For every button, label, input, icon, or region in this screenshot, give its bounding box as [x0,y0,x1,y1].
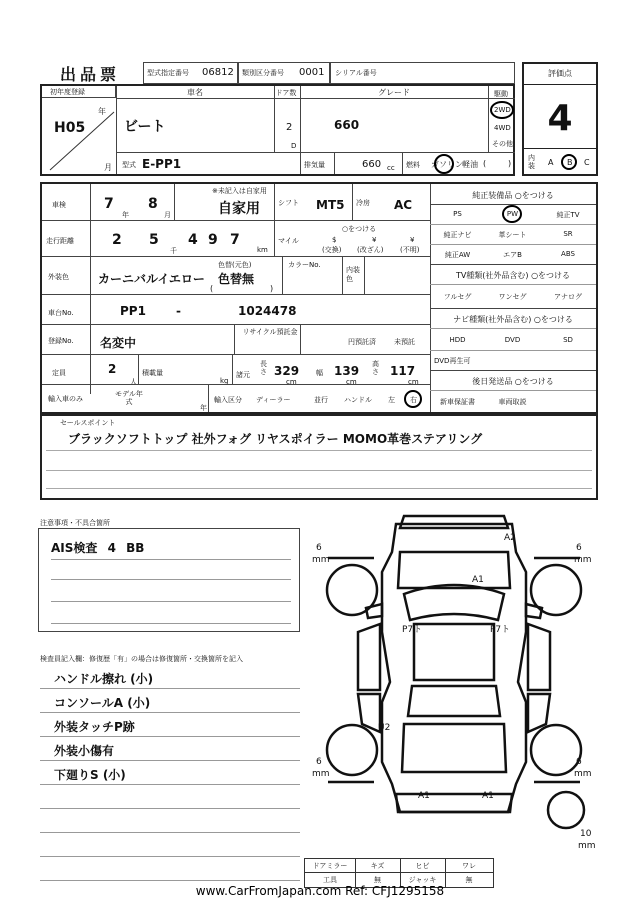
genuine-item-tv: 純正TV [556,211,580,219]
doors-value: 2 [286,122,293,133]
mileage-opt-2: (交換) [322,246,342,254]
model-code-label: 型式指定番号 [147,69,189,77]
car-damage-diagram [304,512,604,852]
grade-name-label: グレード [378,88,410,97]
interior-b: B [567,158,573,167]
first-reg-label: 初年度登録 [50,88,85,96]
svg-text:mm: mm [578,841,596,851]
thousand-unit: 千 [170,247,177,255]
cc-unit: cc [387,164,395,172]
mark-a1-rear-left: A1 [418,791,430,801]
reg-no-label: 登録No. [48,337,74,345]
inspector-item-5: 下廻りS (小) [54,768,126,782]
height-unit: cm [408,378,419,386]
mileage-opt-5: ¥ [410,236,415,244]
car-name: ビート [124,119,166,135]
legend-val-2: 無 [374,876,381,884]
model-value: E-PP1 [142,157,182,171]
legend-head-3: ヒビ [415,862,430,870]
notes-title: 注意事項・不具合箇所 [40,519,110,527]
color-change-value: 色替無 [218,272,255,286]
month-unit: 月 [104,163,112,172]
svg-text:6: 6 [576,757,582,767]
class-code-cell [238,62,330,84]
after-title: 後日発送品 ○をつける [472,377,554,386]
after-warranty: 新車保証書 [440,398,475,406]
legend-head-1: ドアミラー [312,862,348,870]
fuel-gasoline-circle [434,154,454,174]
door-suffix: D [291,142,297,150]
handle-right: 右 [410,396,417,404]
inspection-year: 7 [104,196,114,212]
handle-right-circle [404,390,422,408]
width-unit: cm [346,378,357,386]
dvd-play-label: DVD再生可 [434,357,471,365]
length-label: 長さ [260,360,267,376]
width-label: 幅 [316,369,323,377]
mileage-circle-note: ○をつける [342,225,377,233]
chassis-dash: - [176,304,181,318]
mark-a1-rear-right: A1 [482,791,494,801]
svg-text:6: 6 [576,543,582,553]
drive-2wd-circle [490,101,514,119]
fuel-label: 燃料 [406,161,420,169]
tv-analog: アナログ [554,293,582,301]
load-label: 積載量 [142,369,163,377]
notes-item-1: AIS検査 4 BB [51,541,145,555]
notes-box [38,528,300,632]
height-label: 高さ [372,360,379,376]
first-reg-value: H05 [54,120,86,136]
legend-val-4: 無 [465,876,473,884]
capacity-value: 2 [108,362,117,376]
genuine-item-ps: PS [453,210,462,218]
use-note: ※未記入は自家用 [212,187,267,195]
kg-unit: kg [220,377,229,385]
length-unit: cm [286,378,297,386]
watermark: www.CarFromJapan.com Ref: CFJ1295158 [195,884,445,898]
mileage-opt-4: (改ざん) [357,246,384,254]
inspector-item-1: ハンドル擦れ (小) [54,672,154,686]
inspection-month: 8 [148,196,158,212]
length-value: 329 [274,364,300,378]
mark-paint-right: P7ト [490,625,511,635]
drive-other: その他 [492,140,513,148]
form-title: 出品票 [60,65,121,84]
fuel-diesel: 軽油 [462,160,478,169]
tv-title: TV種類(社外品含む) ○をつける [455,271,571,280]
use-value: 自家用 [218,201,260,217]
color-change-label: 色替(元色) [218,261,252,269]
details-box: 車検 7 年 8 月 ※未記入は自家用 自家用 シフト MT5 冷房 AC 走行距離 2 5 千 4 9 7 km マイル ○をつける $ (交換) ¥ (改ざん) ¥ (不明) 外装色 カーニバルイエロー 色替(元色) 色替無 ( ) カラーNo. 内装色 車台No. PP1 - 1024478 登録No. 名変中 リサイクル預託金 円預託済 未預託 定員 2 人 積載量 kg 諸元 長さ 329 cm 幅 139 cm 高さ 117 cm 輸入車のみ モデル年式 年 輸入区分 ディーラー 並行 ハンドル 左 右 純正装備品 ○をつける PS PW 純正TV 純正ナビ 革シート SR 純正AW エアB ABS TV種類(社外品含む) ○をつける フルセグ ワンセグ アナログ ナビ種類(社外品含む) ○をつける HDD DVD SD DVD再生可 後日発送品 ○をつける 新車保証書 車両取説 [40,182,598,414]
after-manual: 車両取説 [498,398,527,406]
inspector-item-4: 外装小傷有 [54,744,115,758]
genuine-item-aw: 純正AW [444,251,471,259]
capacity-unit: 人 [130,378,137,386]
legend-val-3: ジャッキ [408,876,437,884]
navi-hdd: HDD [449,336,466,344]
svg-text:6: 6 [316,543,322,553]
tv-fullseg: フルセグ [443,293,472,301]
import-parallel: 並行 [314,396,328,404]
svg-text:mm: mm [574,769,592,779]
grade-box [522,62,598,176]
sales-point-text: ブラックソフトトップ 社外フォグ リヤスポイラー MOMO革巻ステアリング [68,432,483,446]
svg-text:6: 6 [316,757,322,767]
mileage-opt-6: (不明) [400,246,420,254]
color-no-label: カラーNo. [288,261,321,269]
drive-4wd: 4WD [494,124,511,132]
mileage-digit-2: 5 [149,232,159,248]
color-value: カーニバルイエロー [98,272,205,286]
mile-label: マイル [278,237,299,245]
recycle-paid: 円預託済 [348,338,376,346]
genuine-item-sr: SR [563,230,573,238]
mileage-opt-3: ¥ [372,236,377,244]
year-unit: 年 [98,107,106,116]
mark-paint-left: P7ト [402,625,423,635]
mileage-label: 走行距離 [46,237,74,245]
import-label: 輸入車のみ [48,395,83,403]
capacity-label: 定員 [52,369,66,377]
displacement-value: 660 [362,159,382,170]
navi-dvd: DVD [504,336,521,344]
fuel-gasoline: ガソリン [431,160,463,169]
interior-a: A [548,158,554,167]
handle-left: 左 [388,396,395,404]
fuel-close-paren: ) [508,159,512,168]
width-value: 139 [334,364,360,378]
tv-oneseg: ワンセグ [498,293,527,301]
dims-label: 諸元 [236,371,250,379]
svg-text:mm: mm [312,769,330,779]
mark-a1-hood: A1 [472,575,484,585]
genuine-grid [430,204,596,264]
doors-label: ドア数 [275,89,297,97]
mark-a2: A2 [504,533,516,543]
inspection-month-unit: 月 [164,211,171,219]
chassis-number: 1024478 [238,304,297,318]
legend-head-2: キズ [370,862,385,870]
chassis-prefix: PP1 [120,304,146,318]
inspection-year-unit: 年 [122,211,129,219]
svg-text:10: 10 [580,829,592,839]
genuine-item-abs: ABS [561,250,575,258]
model-code-cell [143,62,238,84]
svg-text:mm: mm [312,555,330,565]
inspector-item-2: コンソールA (小) [54,696,151,710]
color-label: 外装色 [48,273,69,281]
class-code-label: 類別区分番号 [242,69,284,77]
svg-text:mm: mm [574,555,592,565]
shift-value: MT5 [316,198,345,212]
model-code: 06812 [202,67,234,78]
basic-info-box [40,84,515,176]
inspector-title: 検査員記入欄：修復歴「有」の場合は修復箇所・交換箇所を記入 [40,655,243,663]
ac-value: AC [394,198,413,212]
inspector-item-3: 外装タッチP跡 [54,720,135,734]
pw-circle [502,205,522,223]
import-div-label: 輸入区分 [214,396,242,404]
genuine-item-pw: PW [506,210,519,218]
car-name-label: 車名 [187,88,203,97]
tire-spare [548,792,584,828]
grade-name: 660 [334,118,360,132]
interior-c: C [584,158,590,167]
serial-cell [330,62,515,84]
sales-point-box [40,414,598,500]
genuine-item-leather: 革シート [498,231,527,239]
fuel-open-paren: ( [483,159,487,168]
mileage-digit-3: 4 [188,232,198,248]
interior-b-circle [561,154,577,170]
displacement-label: 排気量 [304,161,325,169]
mileage-opt-1: $ [332,236,337,244]
navi-title: ナビ種類(社外品含む) ○をつける [453,315,573,324]
genuine-item-navi: 純正ナビ [443,231,472,239]
mileage-digit-1: 2 [112,232,122,248]
inspection-label: 車検 [52,201,66,209]
grade-value: 4 [547,98,573,139]
shift-label: シフト [278,199,299,207]
serial-label: シリアル番号 [335,69,377,77]
recycle-unpaid: 未預託 [394,338,415,346]
class-code: 0001 [299,67,325,78]
drive-label: 駆動 [494,90,508,98]
drive-2wd: 2WD [494,106,511,114]
model-year-unit: 年 [200,404,207,412]
mileage-digit-5: 7 [230,232,240,248]
interior-label: 内装 [528,154,535,170]
legend-head-4: ワレ [462,862,476,870]
handle-label: ハンドル [344,396,372,404]
reg-no-value: 名変中 [100,336,137,350]
chassis-label: 車台No. [48,309,74,317]
grade-label: 評価点 [548,69,572,78]
model-year-label: モデル年式 [115,390,143,406]
recycle-label: リサイクル預託金 [242,328,298,336]
navi-sd: SD [563,336,573,344]
height-value: 117 [390,364,416,378]
mark-u2: U2 [378,723,391,733]
sales-point-label: セールスポイント [60,419,116,427]
tire-rear-left [327,725,377,775]
model-label: 型式 [122,161,136,169]
interior-color-label: 内装色 [346,266,360,283]
import-dealer: ディーラー [256,396,291,404]
km-unit: km [257,246,268,254]
tire-rear-right [531,725,581,775]
genuine-title: 純正装備品 ○をつける [472,191,554,200]
legend-val-1: 工具 [323,876,337,884]
ac-label: 冷房 [356,199,370,207]
mileage-digit-4: 9 [208,232,218,248]
genuine-item-airbag: エアB [503,251,522,259]
